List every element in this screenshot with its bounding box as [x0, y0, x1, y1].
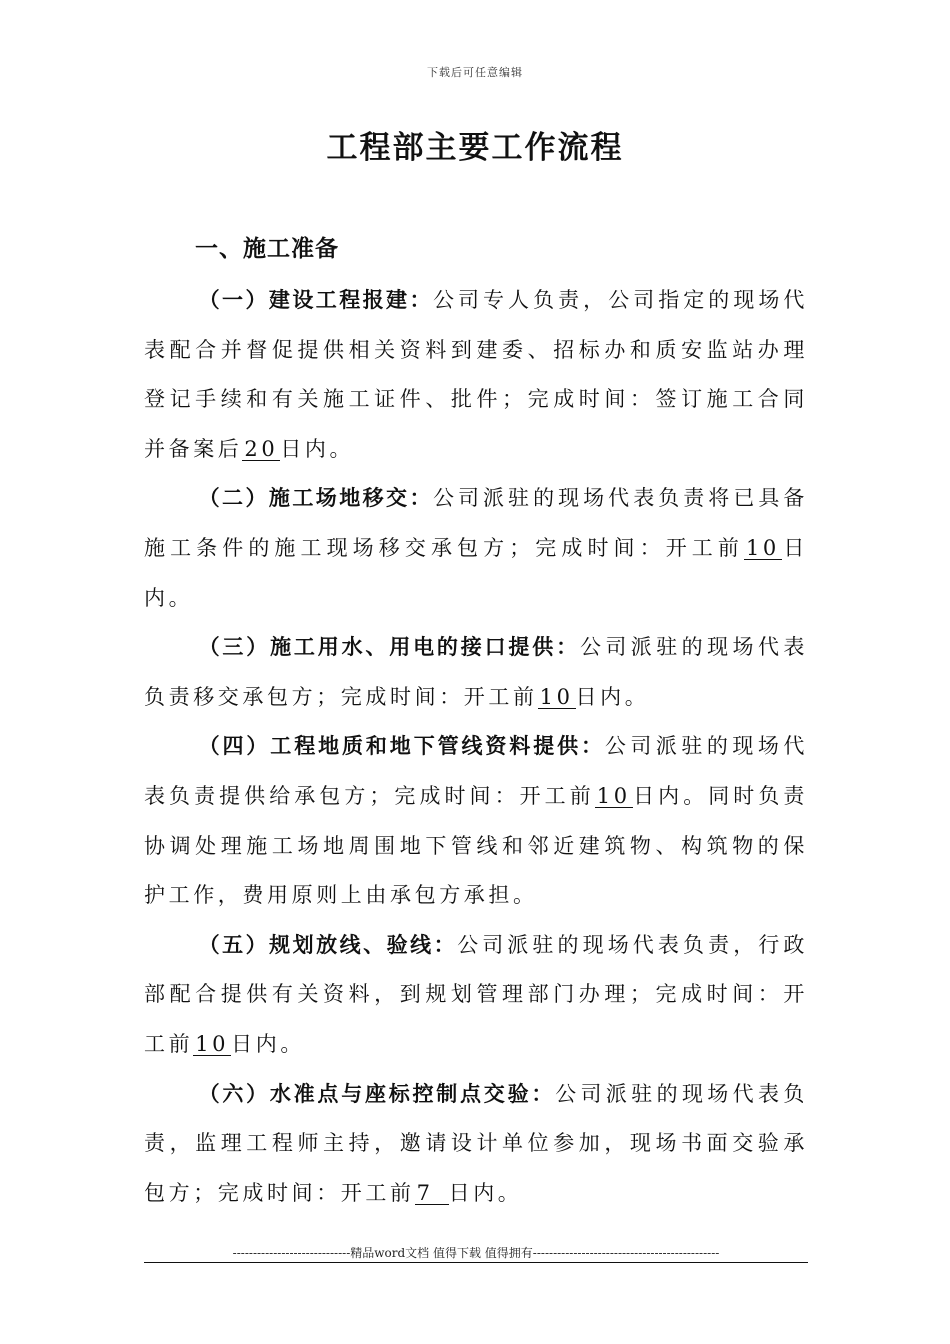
item-tail: 日内。: [231, 1031, 305, 1056]
page-title: 工程部主要工作流程: [326, 130, 624, 166]
item-label: （四）工程地质和地下管线资料提供：: [198, 734, 605, 759]
item-label: （五）规划放线、验线：: [198, 932, 458, 957]
section-heading: 一、施工准备: [195, 236, 339, 262]
item-tail: 日内。: [448, 1180, 523, 1205]
item-text: 公司专人负责，公司指定的现场代表配合并督促提供相关资料到建委、招标办和质安监站办理登记手续和有关施工证件、批件；完成时间：签订施工合同并备案后: [144, 288, 809, 461]
footer-note: -----------------------------精品word文档 值得下载 值得拥有----------------------------------------------: [232, 1246, 720, 1260]
list-item: [144, 623, 808, 722]
item-label: （一）建设工程报建：: [198, 288, 433, 312]
footer-divider: [144, 1262, 808, 1263]
deadline-blank: 10: [596, 783, 631, 808]
header-note: 下载后可任意编辑: [427, 66, 523, 79]
document-body: [144, 276, 808, 1218]
item-text: 公司派驻的现场代表负责移交承包方；完成时间：开工前: [144, 635, 809, 709]
deadline-blank: 7: [415, 1182, 449, 1205]
list-item: [144, 722, 808, 920]
list-item: [144, 474, 808, 623]
list-item: [144, 1070, 808, 1219]
item-tail: 日内。: [575, 684, 650, 709]
item-tail: 日内。: [144, 535, 808, 610]
list-item: [144, 921, 808, 1070]
item-label: （六）水准点与座标控制点交验：: [198, 1081, 556, 1106]
deadline-blank: 10: [745, 535, 780, 560]
item-label: （三）施工用水、用电的接口提供：: [198, 635, 580, 660]
item-text: 公司派驻的现场代表负责将已具备施工条件的施工现场移交承包方；完成时间：开工前: [144, 486, 809, 560]
item-label: （二）施工场地移交：: [198, 486, 433, 511]
item-text: 公司派驻的现场代表负责提供给承包方；完成时间：开工前: [144, 734, 808, 808]
deadline-blank: 20: [244, 436, 279, 461]
item-text: 公司派驻的现场代表负责，行政部配合提供有关资料，到规划管理部门办理；完成时间：开工前: [144, 932, 808, 1056]
list-item: [144, 276, 808, 474]
deadline-blank: 10: [539, 684, 574, 709]
item-tail: 日内。: [280, 436, 355, 461]
deadline-blank: 10: [195, 1031, 230, 1056]
item-text: 公司派驻的现场代表负责，监理工程师主持，邀请设计单位参加，现场书面交验承包方；完成时间：开工前: [144, 1081, 809, 1205]
item-tail: 日内。同时负责协调处理施工场地周围地下管线和邻近建筑物、构筑物的保护工作，费用原则上由承包方承担。: [144, 783, 808, 908]
